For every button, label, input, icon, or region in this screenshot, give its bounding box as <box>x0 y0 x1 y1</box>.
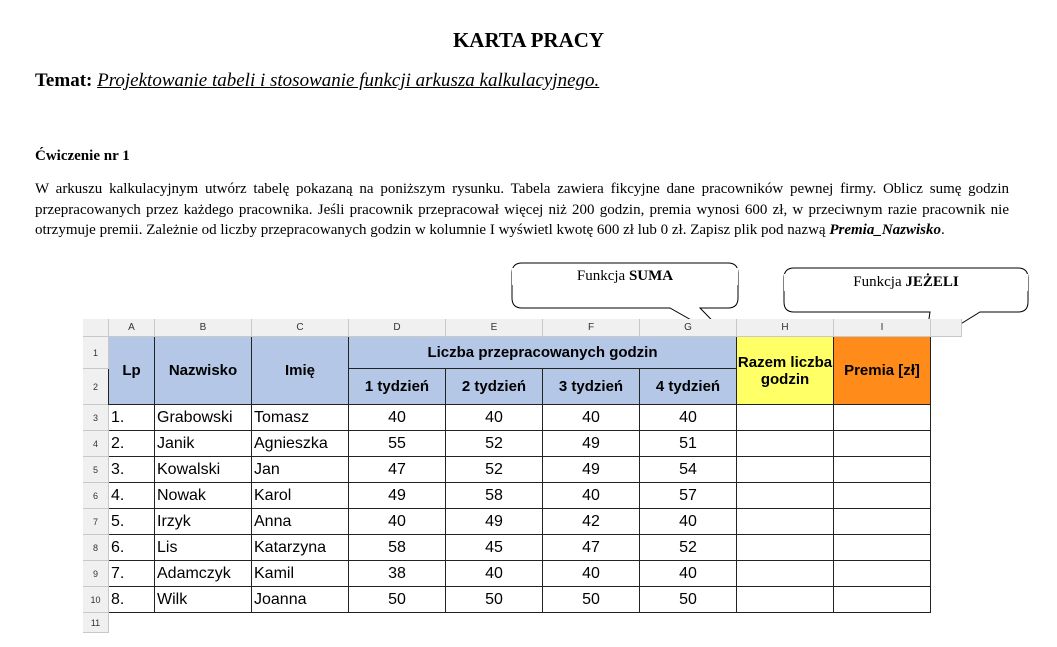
cell-week-1[interactable]: 55 <box>349 431 446 457</box>
cell-premia[interactable] <box>834 509 931 535</box>
cell-razem[interactable] <box>737 457 834 483</box>
cell-razem[interactable] <box>737 509 834 535</box>
header-imie[interactable]: Imię <box>252 337 349 405</box>
row-header-2[interactable]: 2 <box>83 369 109 405</box>
suma-callout-name: SUMA <box>628 268 674 284</box>
row-header[interactable]: 4 <box>83 431 109 457</box>
cell-week-1[interactable]: 50 <box>349 587 446 613</box>
cell-week-1[interactable]: 40 <box>349 509 446 535</box>
jezeli-callout-name: JEŻELI <box>905 274 959 290</box>
header-lp[interactable]: Lp <box>109 337 155 405</box>
description-end: . <box>941 222 945 238</box>
topic-text: Projektowanie tabeli i stosowanie funkcji arkusza kalkulacyjnego. <box>97 70 600 91</box>
table-row <box>83 535 962 561</box>
jezeli-callout-prefix: Funkcja <box>853 274 906 290</box>
header-week-4[interactable]: 4 tydzień <box>640 369 737 405</box>
column-header-c[interactable]: C <box>252 319 349 337</box>
cell-week-2[interactable]: 45 <box>446 535 543 561</box>
cell-premia[interactable] <box>834 587 931 613</box>
header-group[interactable]: Liczba przepracowanych godzin <box>349 337 737 369</box>
page-title: KARTA PRACY <box>452 28 605 52</box>
cell-nazwisko[interactable]: Wilk <box>155 587 252 613</box>
cell-razem[interactable] <box>737 431 834 457</box>
jezeli-callout <box>784 274 1028 291</box>
cell-week-3[interactable]: 40 <box>543 483 640 509</box>
suma-callout-prefix: Funkcja <box>576 268 629 284</box>
cell-imie[interactable]: Tomasz <box>252 405 349 431</box>
column-header-g[interactable]: G <box>640 319 737 337</box>
cell-premia[interactable] <box>834 535 931 561</box>
cell-premia[interactable] <box>834 561 931 587</box>
cell-week-1[interactable]: 40 <box>349 405 446 431</box>
cell-imie[interactable]: Anna <box>252 509 349 535</box>
description-text: W arkuszu kalkulacyjnym utwórz tabelę pokazaną na poniższym rysunku. Tabela zawiera fikcyjne dane pracowników pewnej firmy. Oblicz sumę godzin przepracowanych przez każdego pracownika. Jeśli pracownik przepracował więcej niż 200 godzin, premia wynosi 600 zł, w przeciwnym razie pracownik nie otrzymuje premii. Zależnie od liczby przepracowanych godzin w kolumnie I wyświetl kwotę 600 zł lub 0 zł. Zapisz plik pod nazwą <box>35 181 1009 238</box>
cell-lp[interactable]: 7. <box>109 561 155 587</box>
spreadsheet <box>83 319 962 633</box>
column-header-extra <box>931 319 962 337</box>
row-header[interactable]: 9 <box>83 561 109 587</box>
cell-lp[interactable]: 4. <box>109 483 155 509</box>
table-row <box>83 431 962 457</box>
column-header-d[interactable]: D <box>349 319 446 337</box>
table-row <box>83 457 962 483</box>
cell-razem[interactable] <box>737 405 834 431</box>
cell-week-2[interactable]: 49 <box>446 509 543 535</box>
table-row <box>83 561 962 587</box>
cell-week-3[interactable]: 49 <box>543 431 640 457</box>
corner-cell[interactable] <box>83 319 109 337</box>
cell-week-4[interactable]: 40 <box>640 509 737 535</box>
cell-week-4[interactable]: 54 <box>640 457 737 483</box>
cell-imie[interactable]: Agnieszka <box>252 431 349 457</box>
cell-lp[interactable]: 2. <box>109 431 155 457</box>
cell-week-1[interactable]: 58 <box>349 535 446 561</box>
cell-razem[interactable] <box>737 535 834 561</box>
cell-premia[interactable] <box>834 405 931 431</box>
column-header-a[interactable]: A <box>109 319 155 337</box>
cell-imie[interactable]: Karol <box>252 483 349 509</box>
cell-lp[interactable]: 1. <box>109 405 155 431</box>
data-rows <box>83 405 962 613</box>
header-row-1 <box>83 337 962 369</box>
cell-week-3[interactable]: 40 <box>543 405 640 431</box>
table-row <box>83 483 962 509</box>
table-row <box>83 405 962 431</box>
topic-label: Temat: <box>35 70 93 91</box>
cell-imie[interactable]: Jan <box>252 457 349 483</box>
cell-premia[interactable] <box>834 483 931 509</box>
cell-nazwisko[interactable]: Janik <box>155 431 252 457</box>
column-header-b[interactable]: B <box>155 319 252 337</box>
suma-callout <box>512 268 738 285</box>
row-header[interactable]: 5 <box>83 457 109 483</box>
column-header-h[interactable]: H <box>737 319 834 337</box>
row-header[interactable]: 7 <box>83 509 109 535</box>
cell-nazwisko[interactable]: Lis <box>155 535 252 561</box>
column-header-e[interactable]: E <box>446 319 543 337</box>
cell-week-3[interactable]: 49 <box>543 457 640 483</box>
spreadsheet-grid <box>83 319 962 633</box>
row-header[interactable]: 3 <box>83 405 109 431</box>
cell-razem[interactable] <box>737 483 834 509</box>
cell-week-3[interactable]: 50 <box>543 587 640 613</box>
cell-nazwisko[interactable]: Kowalski <box>155 457 252 483</box>
column-header-row <box>83 319 962 337</box>
cell-week-3[interactable]: 42 <box>543 509 640 535</box>
cell-week-2[interactable]: 52 <box>446 431 543 457</box>
header-nazwisko[interactable]: Nazwisko <box>155 337 252 405</box>
cell-week-3[interactable]: 40 <box>543 561 640 587</box>
cell-razem[interactable] <box>737 561 834 587</box>
header-week-3[interactable]: 3 tydzień <box>543 369 640 405</box>
cell-premia[interactable] <box>834 457 931 483</box>
cell-week-4[interactable]: 57 <box>640 483 737 509</box>
header-premia[interactable]: Premia [zł] <box>834 337 931 405</box>
cell-week-1[interactable]: 47 <box>349 457 446 483</box>
cell-razem[interactable] <box>737 587 834 613</box>
cell-week-2[interactable]: 40 <box>446 561 543 587</box>
empty-row <box>83 613 962 633</box>
table-row <box>83 587 962 613</box>
header-week-1[interactable]: 1 tydzień <box>349 369 446 405</box>
row-header-11[interactable]: 11 <box>83 613 109 633</box>
row-header[interactable]: 10 <box>83 587 109 613</box>
cell-imie[interactable]: Katarzyna <box>252 535 349 561</box>
row-header-1[interactable]: 1 <box>83 337 109 369</box>
header-week-2[interactable]: 2 tydzień <box>446 369 543 405</box>
cell-week-4[interactable]: 51 <box>640 431 737 457</box>
cell-lp[interactable]: 5. <box>109 509 155 535</box>
table-row <box>83 509 962 535</box>
cell-nazwisko[interactable]: Adamczyk <box>155 561 252 587</box>
cell-week-1[interactable]: 38 <box>349 561 446 587</box>
cell-premia[interactable] <box>834 431 931 457</box>
cell-week-2[interactable]: 58 <box>446 483 543 509</box>
filename: Premia_Nazwisko <box>829 222 942 238</box>
cell-week-2[interactable]: 50 <box>446 587 543 613</box>
cell-lp[interactable]: 3. <box>109 457 155 483</box>
cell-week-4[interactable]: 52 <box>640 535 737 561</box>
row-header[interactable]: 8 <box>83 535 109 561</box>
column-header-i[interactable]: I <box>834 319 931 337</box>
cell-week-4[interactable]: 40 <box>640 561 737 587</box>
cell-week-2[interactable]: 52 <box>446 457 543 483</box>
cell-week-1[interactable]: 49 <box>349 483 446 509</box>
exercise-heading: Ćwiczenie nr 1 <box>35 148 130 164</box>
cell-week-3[interactable]: 47 <box>543 535 640 561</box>
row-header[interactable]: 6 <box>83 483 109 509</box>
header-razem[interactable]: Razem liczba godzin <box>737 337 834 405</box>
cell-week-4[interactable]: 50 <box>640 587 737 613</box>
cell-imie[interactable]: Joanna <box>252 587 349 613</box>
column-header-f[interactable]: F <box>543 319 640 337</box>
cell-nazwisko[interactable]: Nowak <box>155 483 252 509</box>
cell-nazwisko[interactable]: Irzyk <box>155 509 252 535</box>
cell-lp[interactable]: 8. <box>109 587 155 613</box>
cell-imie[interactable]: Kamil <box>252 561 349 587</box>
cell-nazwisko[interactable]: Grabowski <box>155 405 252 431</box>
cell-week-4[interactable]: 40 <box>640 405 737 431</box>
cell-lp[interactable]: 6. <box>109 535 155 561</box>
cell-week-2[interactable]: 40 <box>446 405 543 431</box>
